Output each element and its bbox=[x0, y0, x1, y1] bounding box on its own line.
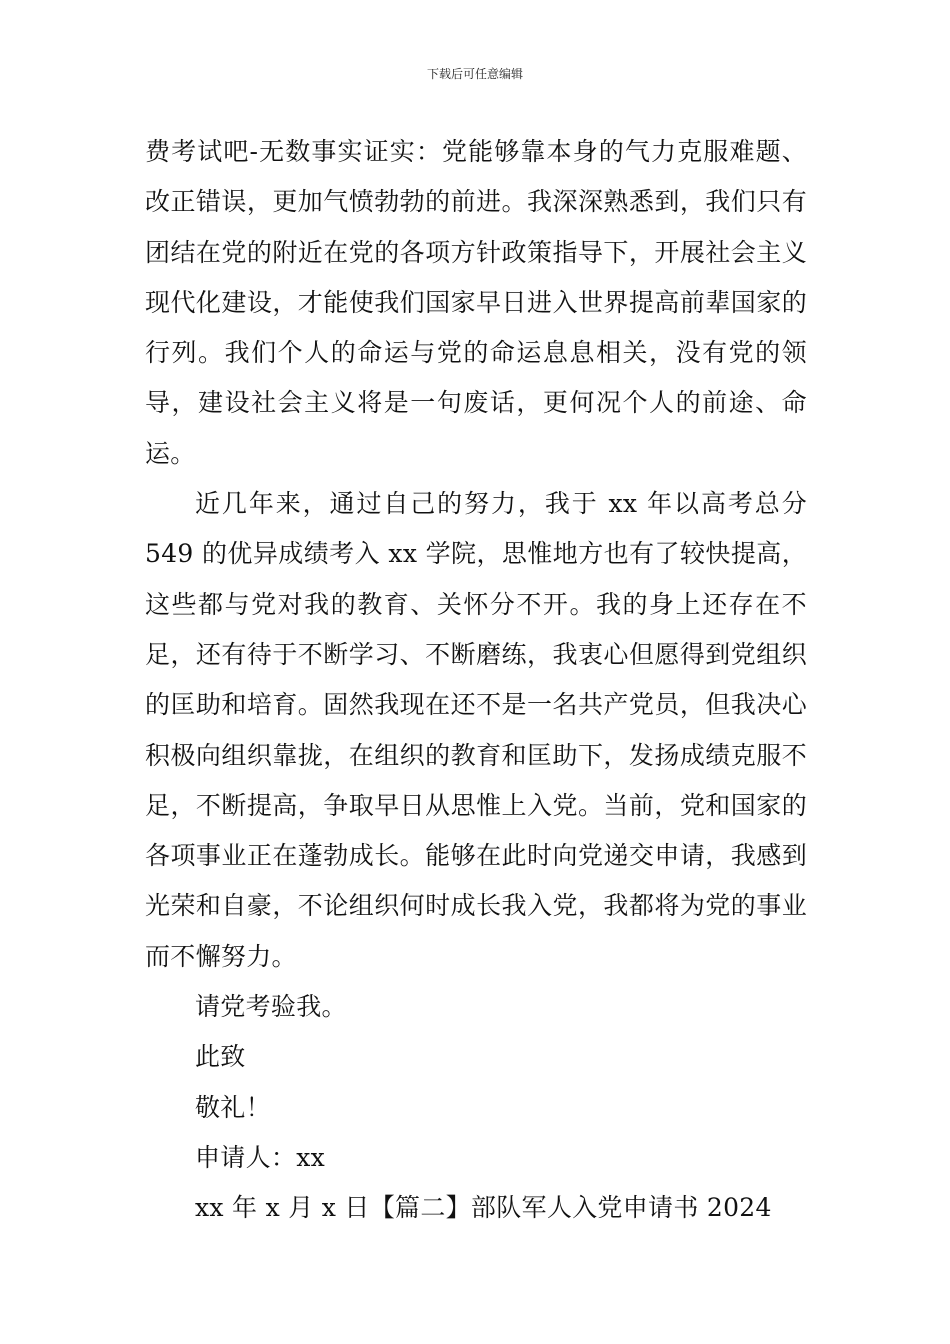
date-and-next-title: xx 年 x 月 x 日【篇二】部队军人入党申请书 2024 bbox=[195, 1193, 772, 1223]
applicant-line: 申请人：xx bbox=[195, 1142, 325, 1172]
document-body bbox=[145, 127, 807, 1234]
paragraph-continuation: 费考试吧-无数事实证实：党能够靠本身的气力克服难题、改正错误，更加气愤勃勃的前进。我深深熟悉到，我们只有团结在党的附近在党的各项方针政策指导下，开展社会主义现代化建设，才能使我们国家早日进入世界提高前辈国家的行列。我们个人的命运与党的命运息息相关，没有党的领导，建设社会主义将是一句废话，更何况个人的前途、命运。 bbox=[145, 137, 807, 468]
closing-request: 请党考验我。 bbox=[195, 992, 347, 1022]
paragraph-personal-progress: 近几年来，通过自己的努力，我于 xx 年以高考总分549 的优异成绩考入 xx 学院，思惟地方也有了较快提高，这些都与党对我的教育、关怀分不开。我的身上还存在不足，还有待于不断学习、不断磨练，我衷心但愿得到党组织的匡助和培育。固然我现在还不是一名共产党员，但我决心积极向组织靠拢，在组织的教育和匡助下，发扬成绩克服不足，不断提高，争取早日从思惟上入党。当前，党和国家的各项事业正在蓬勃成长。能够在此时向党递交申请，我感到光荣和自豪，不论组织何时成长我入党，我都将为党的事业而不懈努力。 bbox=[145, 489, 807, 971]
page-header: 下载后可任意编辑 bbox=[426, 67, 523, 81]
closing-salutation-2: 敬礼！ bbox=[195, 1092, 271, 1122]
closing-salutation-1: 此致 bbox=[195, 1042, 246, 1072]
